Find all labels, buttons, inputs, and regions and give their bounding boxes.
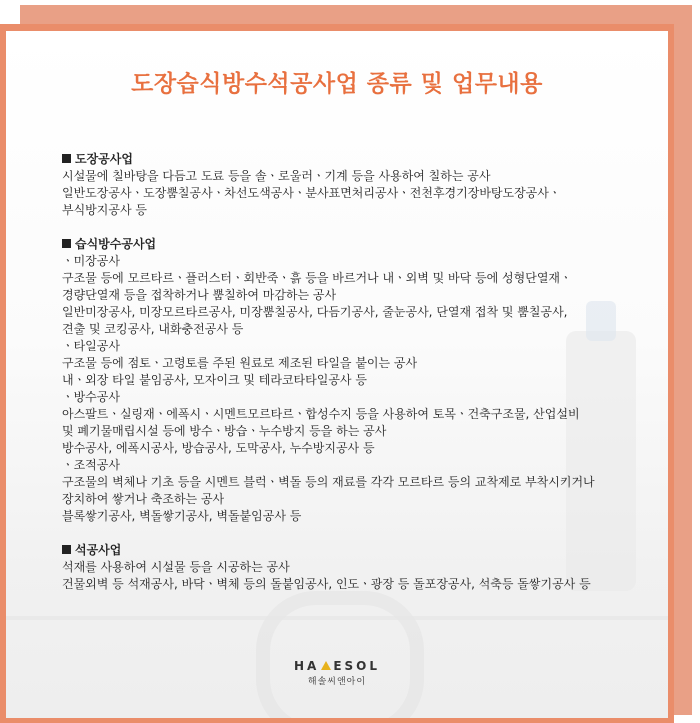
wet-line: 견출 및 코킹공사, 내화충전공사 등 (62, 322, 244, 336)
wet-line: 및 폐기물매립시설 등에 방수ㆍ방습ㆍ누수방지 등을 하는 공사 (62, 424, 387, 438)
logo-wordmark: HA ESOL (293, 659, 381, 673)
wet-line: 구조물의 벽체나 기초 등을 시멘트 블럭ㆍ벽돌 등의 재료를 각각 모르타르 등의 교착제로 부착시키거나 (62, 475, 595, 489)
spacer (62, 525, 652, 542)
spacer (62, 219, 652, 236)
square-bullet-icon (62, 154, 71, 163)
company-logo (6, 659, 668, 687)
stone-line: 석재를 사용하여 시설물 등을 시공하는 공사 (62, 560, 290, 574)
wet-line: 블록쌓기공사, 벽돌쌓기공사, 벽돌붙임공사 등 (62, 509, 302, 523)
content-card (6, 31, 668, 718)
square-bullet-icon (62, 239, 71, 248)
background-roll-shape (256, 591, 424, 718)
painting-line: 부식방지공사 등 (62, 203, 147, 217)
stone-line: 건물외벽 등 석재공사, 바닥ㆍ벽체 등의 돌붙임공사, 인도ㆍ광장 등 돌포장공사, 석축등 돌쌓기공사 등 (62, 577, 591, 591)
wet-line: 경량단열재 등을 접착하거나 뿜칠하여 마감하는 공사 (62, 288, 337, 302)
section-heading-painting: 도장공사업 (62, 151, 652, 168)
logo-triangle-icon (321, 661, 331, 670)
page-title: 도장습식방수석공사업 종류 및 업무내용 (131, 71, 543, 97)
content-body (62, 151, 652, 593)
wet-line: 장치하여 쌓거나 축조하는 공사 (62, 492, 225, 506)
painting-line: 시설물에 칠바탕을 다듬고 도료 등을 솔ㆍ로울러ㆍ기계 등을 사용하여 칠하는 공사 (62, 169, 491, 183)
wet-line: ㆍ조적공사 (62, 458, 120, 472)
wet-line: 구조물 등에 모르타르ㆍ플러스터ㆍ회반죽ㆍ흙 등을 바르거나 내ㆍ외벽 및 바닥 등에 성형단열재ㆍ (62, 271, 572, 285)
wet-line: 내ㆍ외장 타일 붙임공사, 모자이크 및 테라코타타일공사 등 (62, 373, 367, 387)
wet-line: 방수공사, 에폭시공사, 방습공사, 도막공사, 누수방지공사 등 (62, 441, 375, 455)
logo-subtitle: 해솔씨앤아이 (307, 677, 367, 687)
section-heading-stone: 석공사업 (62, 542, 652, 559)
square-bullet-icon (62, 545, 71, 554)
painting-line: 일반도장공사ㆍ도장뿜칠공사ㆍ차선도색공사ㆍ분사표면처리공사ㆍ전천후경기장바탕도장공사ㆍ (62, 186, 561, 200)
wet-line: 아스팔트ㆍ실링재ㆍ에폭시ㆍ시멘트모르타르ㆍ합성수지 등을 사용하여 토목ㆍ건축구조물, 산업설비 (62, 407, 580, 421)
wet-line: ㆍ미장공사 (62, 254, 120, 268)
wet-line: ㆍ타일공사 (62, 339, 120, 353)
wet-line: ㆍ방수공사 (62, 390, 120, 404)
wet-line: 구조물 등에 점토ㆍ고령토를 주된 원료로 제조된 타일을 붙이는 공사 (62, 356, 418, 370)
section-heading-wet: 습식방수공사업 (62, 236, 652, 253)
background-shelf-line (6, 616, 668, 620)
wet-line: 일반미장공사, 미장모르타르공사, 미장뿜칠공사, 다듬기공사, 줄눈공사, 단열재 접착 및 뿜칠공사, (62, 305, 568, 319)
